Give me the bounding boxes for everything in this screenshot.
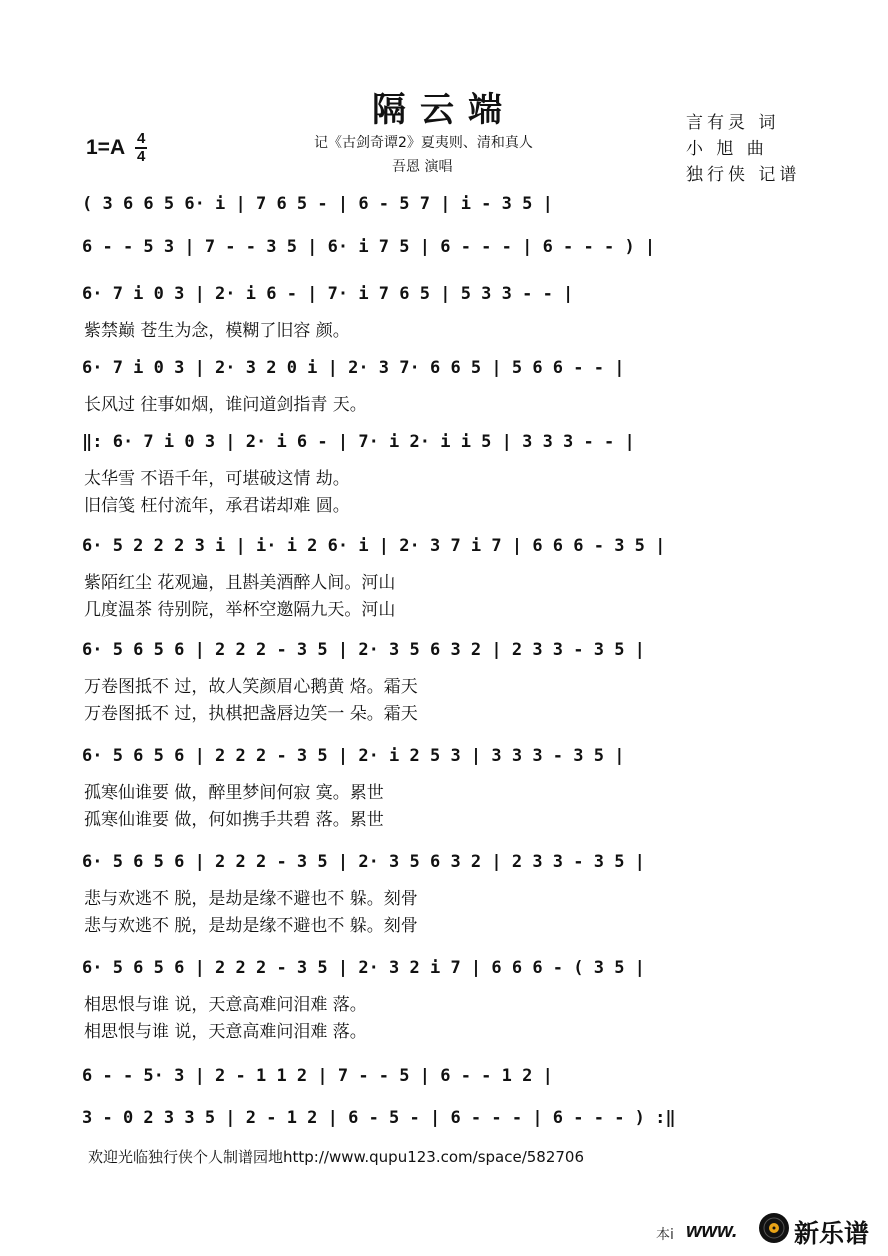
lyric-line: 悲与欢逃不 脱，是劫是缘不避也不 躲。刻骨 [84, 916, 418, 936]
notation-row-7: 6· 5 6 5 6 | 2 2 2 - 3 5 | 2· 3 5 6 3 2 | 2 3 3 - 3 5 | [82, 640, 645, 660]
lyric-line: 悲与欢逃不 脱，是劫是缘不避也不 躲。刻骨 [84, 889, 418, 909]
notation-row-8: 6· 5 6 5 6 | 2 2 2 - 3 5 | 2· i 2 5 3 | 3 3 3 - 3 5 | [82, 746, 625, 766]
notation-row-2: 6 - - 5 3 | 7 - - 3 5 | 6· i 7 5 | 6 - - - | 6 - - - ) | [82, 237, 656, 257]
key-signature [86, 132, 147, 164]
lyric-line: 几度温茶 待别院，举杯空邀隔九天。河山 [84, 600, 396, 620]
lyric-line: 紫禁巅 苍生为念，模糊了旧容 颜。 [84, 321, 350, 341]
time-sig-bottom: 4 [136, 148, 146, 165]
notation-row-12: 3 - 0 2 3 3 5 | 2 - 1 2 | 6 - 5 - | 6 - - - | 6 - - - ) :‖ [82, 1108, 676, 1128]
lyric-line: 相思恨与谁 说，天意高难问泪难 落。 [84, 995, 367, 1015]
credit-transcriber: 独行侠 记谱 [686, 165, 801, 185]
lyric-line: 万卷图抵不 过，故人笑颜眉心鹅黄 烙。霜天 [84, 677, 418, 697]
watermark-brand: 新乐谱 [794, 1219, 870, 1248]
lyric-line: 孤寒仙谁要 做，何如携手共碧 落。累世 [84, 810, 384, 830]
notation-row-1: ( 3 6 6 5 6· i | 7 6 5 - | 6 - 5 7 | i - 3 5 | [82, 194, 553, 214]
lyric-line: 旧信笺 枉付流年，承君诺却难 圆。 [84, 496, 350, 516]
credit-composer: 小 旭 曲 [686, 139, 768, 159]
time-sig-top: 4 [136, 130, 146, 147]
vinyl-logo-icon [758, 1212, 790, 1244]
time-signature [135, 132, 147, 164]
footer-text[interactable]: 欢迎光临独行侠个人制谱园地http://www.qupu123.com/space/582706 [88, 1148, 585, 1166]
notation-row-5: ‖: 6· 7 i 0 3 | 2· i 6 - | 7· i 2· i i 5 | 3 3 3 - - | [82, 432, 635, 452]
notation-row-3: 6· 7 i 0 3 | 2· i 6 - | 7· i 7 6 5 | 5 3 3 - - | [82, 284, 574, 304]
watermark-url: www. [686, 1220, 738, 1242]
song-title: 隔云端 [372, 90, 516, 130]
subtitle-singer: 吾恩 演唱 [392, 159, 453, 175]
lyric-line: 相思恨与谁 说，天意高难问泪难 落。 [84, 1022, 367, 1042]
lyric-line: 太华雪 不语千年，可堪破这情 劫。 [84, 469, 350, 489]
key-label: 1=A [86, 136, 126, 159]
lyric-line: 长风过 往事如烟，谁问道剑指青 天。 [84, 395, 367, 415]
notation-row-9: 6· 5 6 5 6 | 2 2 2 - 3 5 | 2· 3 5 6 3 2 | 2 3 3 - 3 5 | [82, 852, 645, 872]
lyric-line: 紫陌红尘 花观遍，且斟美酒醉人间。河山 [84, 573, 396, 593]
subtitle-source: 记《古剑奇谭2》夏夷则、清和真人 [314, 135, 533, 151]
lyric-line: 万卷图抵不 过，执棋把盏唇边笑一 朵。霜天 [84, 704, 418, 724]
lyric-line: 孤寒仙谁要 做，醉里梦间何寂 寞。累世 [84, 783, 384, 803]
notation-row-6: 6· 5 2 2 2 3 i | i· i 2 6· i | 2· 3 7 i 7 | 6 6 6 - 3 5 | [82, 536, 666, 556]
notation-row-10: 6· 5 6 5 6 | 2 2 2 - 3 5 | 2· 3 2 i 7 | 6 6 6 - ( 3 5 | [82, 958, 645, 978]
notation-row-11: 6 - - 5· 3 | 2 - 1 1 2 | 7 - - 5 | 6 - - 1 2 | [82, 1066, 553, 1086]
credit-lyricist: 言有灵 词 [686, 113, 780, 133]
watermark-prefix: 本i [656, 1227, 674, 1243]
notation-row-4: 6· 7 i 0 3 | 2· 3 2 0 i | 2· 3 7· 6 6 5 | 5 6 6 - - | [82, 358, 625, 378]
